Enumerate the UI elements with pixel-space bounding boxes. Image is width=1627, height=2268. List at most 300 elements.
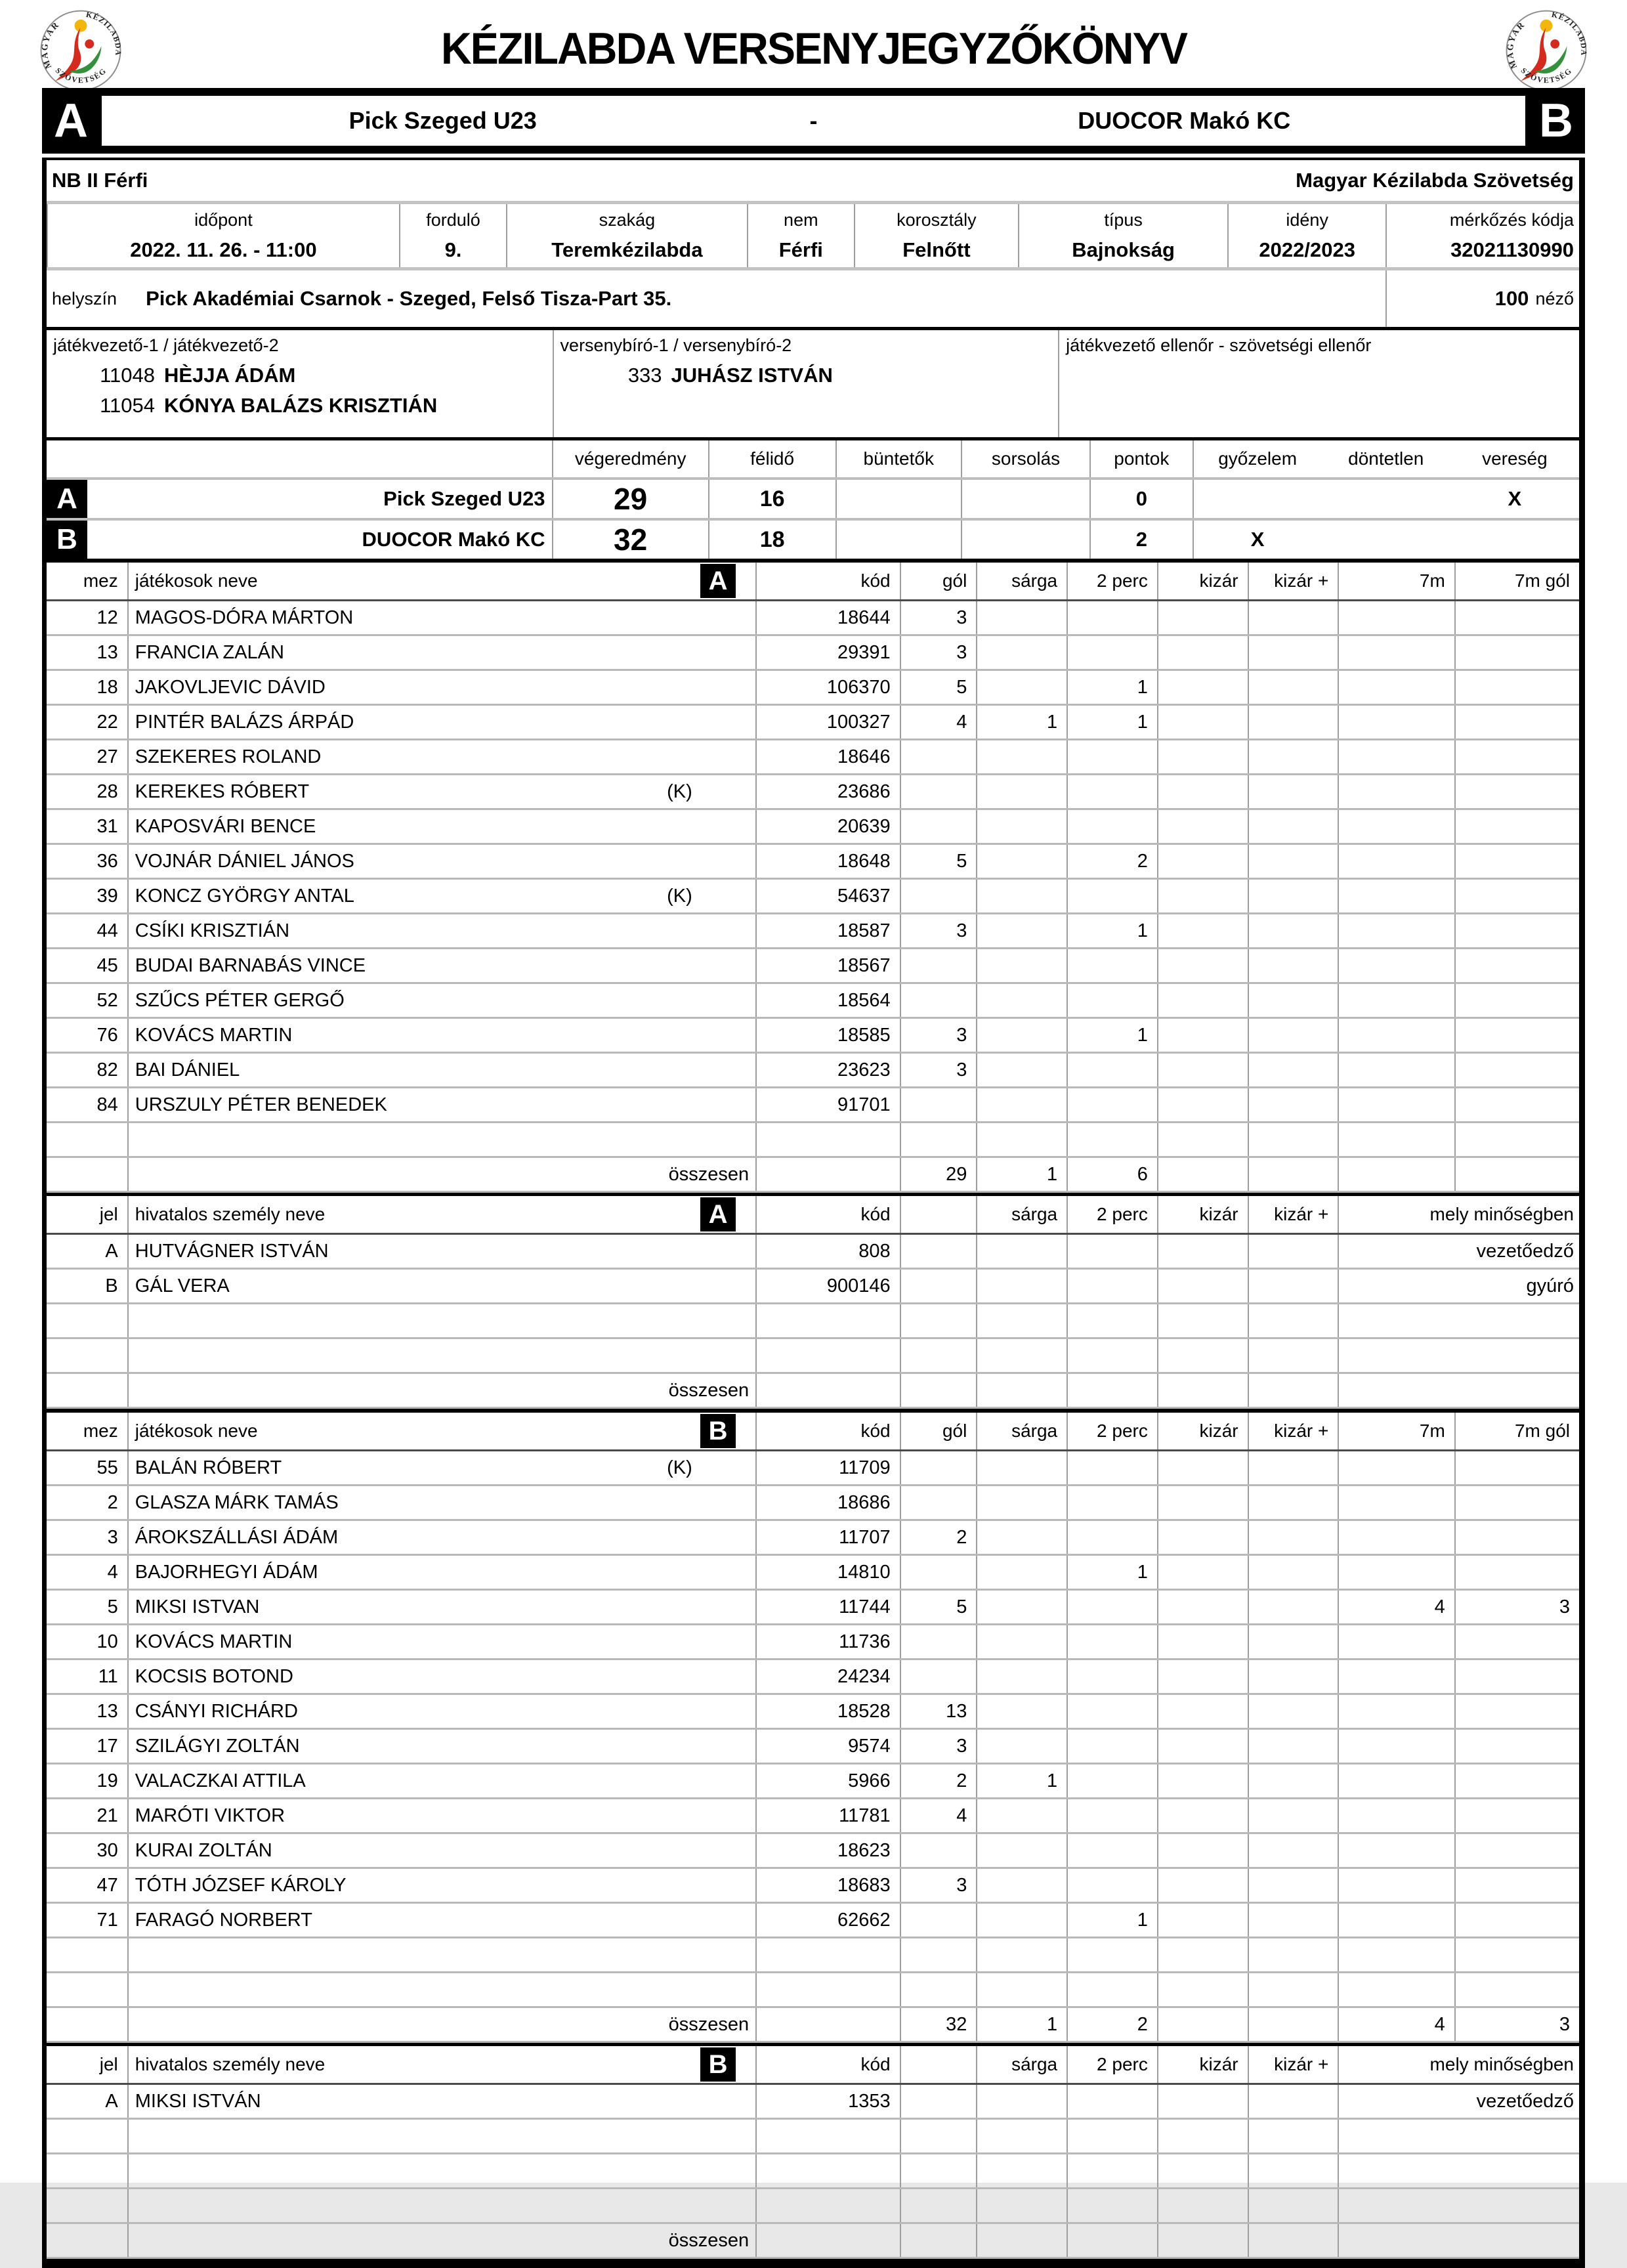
seven-m-goal-cell <box>1455 1868 1579 1903</box>
exclusion-cell <box>1158 1659 1248 1694</box>
goals-cell <box>900 1833 977 1868</box>
spectators-count: 100 <box>1494 287 1529 310</box>
player-code-cell: 18623 <box>756 1833 900 1868</box>
two-min-cell: 1 <box>1067 1903 1158 1938</box>
seven-m-goal-cell <box>1455 1973 1579 2007</box>
goals-cell: 5 <box>900 670 977 705</box>
seven-m-cell <box>1338 1659 1454 1694</box>
goals-cell <box>900 1123 977 1157</box>
official-yellow-cell <box>977 2084 1067 2119</box>
player-code-cell <box>756 1973 900 2007</box>
player-name-cell <box>128 1088 756 1123</box>
yellow-card-cell <box>977 775 1067 809</box>
totals-label: összesen <box>128 2007 756 2042</box>
totals-goals: 29 <box>900 1157 977 1192</box>
results-header-halftime: félidő <box>709 440 836 479</box>
seven-m-goal-cell <box>1455 1625 1579 1659</box>
exclusion-plus-cell <box>1248 635 1339 670</box>
official-2min-cell <box>1067 2154 1158 2189</box>
official-blank-cell <box>900 2119 977 2154</box>
official-exclusion-cell <box>1158 1338 1248 1373</box>
player-name: BAJORHEGYI ÁDÁM <box>135 1561 318 1583</box>
player-code-cell: 23623 <box>756 1053 900 1088</box>
federation-logo-right-icon <box>1505 9 1588 92</box>
official-blank-cell <box>900 2189 977 2223</box>
yellow-card-cell <box>977 844 1067 879</box>
player-number-cell: 47 <box>47 1868 128 1903</box>
exclusion-plus-cell <box>1248 740 1339 775</box>
player-code-cell: 62662 <box>756 1903 900 1938</box>
page-title: KÉZILABDA VERSENYJEGYZŐKÖNYV <box>440 24 1187 74</box>
player-row <box>47 740 1579 775</box>
judge-code: 333 <box>627 364 662 387</box>
goals-cell: 5 <box>900 1590 977 1625</box>
roster-a-header-row <box>47 561 1579 601</box>
exclusion-cell <box>1158 1868 1248 1903</box>
exclusion-cell <box>1158 949 1248 983</box>
yellow-card-cell <box>977 1694 1067 1729</box>
seven-m-cell <box>1338 1694 1454 1729</box>
player-row <box>47 635 1579 670</box>
officials-header-yellow: sárga <box>977 1195 1067 1234</box>
player-name: BALÁN RÓBERT <box>135 1457 282 1478</box>
goals-cell: 2 <box>900 1520 977 1555</box>
roster-header-2min: 2 perc <box>1067 1411 1158 1451</box>
player-number-cell: 21 <box>47 1799 128 1833</box>
totals-7m-goal <box>1455 1157 1579 1192</box>
roster-header-number: mez <box>47 1411 128 1451</box>
player-row <box>47 1694 1579 1729</box>
player-captain-mark: (K) <box>667 885 692 907</box>
player-row <box>47 1659 1579 1694</box>
exclusion-cell <box>1158 1486 1248 1520</box>
seven-m-goal-cell <box>1455 775 1579 809</box>
player-number-cell: 13 <box>47 1694 128 1729</box>
seven-m-goal-cell <box>1455 705 1579 740</box>
final-score-cell: 32 <box>553 519 709 559</box>
seven-m-goal-cell <box>1455 1451 1579 1486</box>
official-name-cell <box>128 1338 756 1373</box>
referee-name: HÈJJA ÁDÁM <box>164 364 296 387</box>
exclusion-plus-cell <box>1248 1520 1339 1555</box>
points-cell: 2 <box>1090 519 1193 559</box>
two-min-cell <box>1067 1694 1158 1729</box>
player-name: URSZULY PÉTER BENEDEK <box>135 1094 387 1115</box>
officials-a-badge: A <box>700 1197 736 1231</box>
player-row <box>47 1729 1579 1764</box>
two-min-cell <box>1067 775 1158 809</box>
player-row <box>47 914 1579 949</box>
player-number-cell: 12 <box>47 601 128 635</box>
yellow-card-cell <box>977 809 1067 844</box>
official-name-cell <box>128 2154 756 2189</box>
yellow-card-cell <box>977 601 1067 635</box>
official-role-cell: vezetőedző <box>1338 1234 1579 1269</box>
exclusion-cell <box>1158 740 1248 775</box>
exclusion-plus-cell <box>1248 601 1339 635</box>
player-row <box>47 1123 1579 1157</box>
official-letter-cell <box>47 1338 128 1373</box>
official-blank-cell <box>900 1234 977 1269</box>
yellow-card-cell <box>977 983 1067 1018</box>
player-name-cell <box>128 1833 756 1868</box>
two-min-cell <box>1067 1451 1158 1486</box>
official-name-cell <box>128 2119 756 2154</box>
official-exclusion-plus-cell <box>1248 1269 1339 1304</box>
official-exclusion-cell <box>1158 2189 1248 2223</box>
official-yellow-cell <box>977 1338 1067 1373</box>
seven-m-goal-cell <box>1455 1520 1579 1555</box>
exclusion-plus-cell <box>1248 1053 1339 1088</box>
player-name-cell <box>128 1590 756 1625</box>
roster-a-totals-row <box>47 1157 1579 1192</box>
yellow-card-cell <box>977 914 1067 949</box>
player-row <box>47 1764 1579 1799</box>
player-number-cell: 71 <box>47 1903 128 1938</box>
exclusion-plus-cell <box>1248 983 1339 1018</box>
blank-cell <box>977 1373 1067 1408</box>
officials-a-totals-row <box>47 1373 1579 1408</box>
player-number-cell: 19 <box>47 1764 128 1799</box>
player-name-cell <box>128 1555 756 1590</box>
blank-cell <box>1158 1373 1248 1408</box>
totals-yellow: 1 <box>977 1157 1067 1192</box>
official-name-cell <box>128 1234 756 1269</box>
roster-header-exclusion: kizár <box>1158 1411 1248 1451</box>
info-cell <box>400 203 507 269</box>
player-number-cell: 10 <box>47 1625 128 1659</box>
player-name-cell <box>128 1868 756 1903</box>
player-name-cell <box>128 601 756 635</box>
player-number-cell: 5 <box>47 1590 128 1625</box>
supervisor-column <box>1058 330 1579 437</box>
seven-m-cell <box>1338 1868 1454 1903</box>
official-exclusion-cell <box>1158 1234 1248 1269</box>
official-letter-cell: A <box>47 1234 128 1269</box>
official-exclusion-cell <box>1158 2084 1248 2119</box>
blank-cell <box>900 2223 977 2258</box>
goals-cell <box>900 983 977 1018</box>
exclusion-cell <box>1158 1088 1248 1123</box>
yellow-card-cell: 1 <box>977 1764 1067 1799</box>
exclusion-plus-cell <box>1248 1729 1339 1764</box>
player-name-cell <box>128 775 756 809</box>
player-row <box>47 601 1579 635</box>
officials-header-exclusion: kizár <box>1158 1195 1248 1234</box>
yellow-card-cell <box>977 1729 1067 1764</box>
player-code-cell: 11781 <box>756 1799 900 1833</box>
goals-cell <box>900 1973 977 2007</box>
exclusion-plus-cell <box>1248 670 1339 705</box>
two-min-cell: 1 <box>1067 1018 1158 1053</box>
seven-m-goal-cell <box>1455 1694 1579 1729</box>
referee-entry <box>53 394 546 417</box>
exclusion-cell <box>1158 844 1248 879</box>
exclusion-cell <box>1158 879 1248 914</box>
supervisor-label: játékvezető ellenőr - szövetségi ellenőr <box>1066 335 1372 355</box>
officials-header-code: kód <box>756 2045 900 2084</box>
official-letter-cell <box>47 2189 128 2223</box>
roster-header-exclusion: kizár <box>1158 561 1248 601</box>
player-name-cell <box>128 1053 756 1088</box>
player-row <box>47 1938 1579 1973</box>
official-letter-cell: B <box>47 1269 128 1304</box>
info-value: 9. <box>444 238 462 261</box>
exclusion-cell <box>1158 1973 1248 2007</box>
two-min-cell <box>1067 879 1158 914</box>
result-row <box>47 479 1579 519</box>
referee-name: KÓNYA BALÁZS KRISZTIÁN <box>164 394 438 417</box>
info-cell <box>855 203 1019 269</box>
officials-b-header-row <box>47 2045 1579 2084</box>
exclusion-plus-cell <box>1248 809 1339 844</box>
info-label: nem <box>784 209 818 230</box>
official-2min-cell <box>1067 1234 1158 1269</box>
seven-m-goal-cell <box>1455 1486 1579 1520</box>
seven-m-cell: 4 <box>1338 1590 1454 1625</box>
player-number-cell: 27 <box>47 740 128 775</box>
info-cell <box>1228 203 1385 269</box>
result-row <box>47 519 1579 559</box>
blank-cell <box>1248 2223 1339 2258</box>
seven-m-cell <box>1338 1625 1454 1659</box>
official-2min-cell <box>1067 1338 1158 1373</box>
player-name-cell <box>128 914 756 949</box>
official-name-cell <box>128 2189 756 2223</box>
player-name: JAKOVLJEVIC DÁVID <box>135 676 326 698</box>
player-code-cell: 29391 <box>756 635 900 670</box>
seven-m-cell <box>1338 1903 1454 1938</box>
player-row <box>47 1486 1579 1520</box>
seven-m-goal-cell <box>1455 1764 1579 1799</box>
two-min-cell <box>1067 1088 1158 1123</box>
player-name: MARÓTI VIKTOR <box>135 1805 285 1826</box>
player-name-cell <box>128 949 756 983</box>
goals-cell <box>900 775 977 809</box>
player-name: KONCZ GYÖRGY ANTAL <box>135 885 354 907</box>
officials-a-table <box>47 1193 1579 1409</box>
result-team-cell <box>47 519 553 559</box>
spectators-label: néző <box>1535 288 1574 309</box>
team-name: DUOCOR Makó KC <box>362 528 545 551</box>
goals-cell <box>900 1625 977 1659</box>
player-name-cell <box>128 1799 756 1833</box>
seven-m-goal-cell <box>1455 635 1579 670</box>
exclusion-cell <box>1158 1590 1248 1625</box>
info-value: 2022/2023 <box>1259 238 1355 261</box>
exclusion-plus-cell <box>1248 775 1339 809</box>
judge-name: JUHÁSZ ISTVÁN <box>671 364 833 387</box>
player-name: SZŰCS PÉTER GERGŐ <box>135 989 345 1011</box>
player-code-cell: 18567 <box>756 949 900 983</box>
goals-cell <box>900 879 977 914</box>
blank-cell <box>977 2223 1067 2258</box>
player-name-cell <box>128 1625 756 1659</box>
results-header-draw: sorsolás <box>961 440 1090 479</box>
blank-cell <box>756 2223 900 2258</box>
yellow-card-cell: 1 <box>977 705 1067 740</box>
officials-header-letter: jel <box>47 1195 128 1234</box>
officials-header-2min: 2 perc <box>1067 2045 1158 2084</box>
official-name-cell <box>128 2084 756 2119</box>
official-letter-cell <box>47 1304 128 1338</box>
goals-cell <box>900 1659 977 1694</box>
seven-m-goal-cell <box>1455 740 1579 775</box>
goals-cell: 3 <box>900 914 977 949</box>
official-row <box>47 2189 1579 2223</box>
halftime-score-cell: 18 <box>709 519 836 559</box>
yellow-card-cell <box>977 1018 1067 1053</box>
results-header-final: végeredmény <box>553 440 709 479</box>
roster-header-name-label: játékosok neve <box>135 1421 258 1441</box>
seven-m-goal-cell <box>1455 1903 1579 1938</box>
goals-cell: 3 <box>900 635 977 670</box>
exclusion-cell <box>1158 1938 1248 1973</box>
exclusion-plus-cell <box>1248 949 1339 983</box>
yellow-card-cell <box>977 949 1067 983</box>
two-min-cell <box>1067 1764 1158 1799</box>
yellow-card-cell <box>977 740 1067 775</box>
player-name: BUDAI BARNABÁS VINCE <box>135 954 366 976</box>
player-number-cell: 31 <box>47 809 128 844</box>
seven-m-cell <box>1338 1799 1454 1833</box>
player-code-cell: 18646 <box>756 740 900 775</box>
exclusion-cell <box>1158 1555 1248 1590</box>
seven-m-goal-cell <box>1455 844 1579 879</box>
seven-m-goal-cell <box>1455 601 1579 635</box>
goals-cell: 2 <box>900 1764 977 1799</box>
officials-a-header-row <box>47 1195 1579 1234</box>
roster-a-table <box>47 559 1579 1193</box>
official-2min-cell <box>1067 2189 1158 2223</box>
exclusion-cell <box>1158 914 1248 949</box>
exclusion-plus-cell <box>1248 1799 1339 1833</box>
match-info-table <box>47 201 1579 270</box>
info-cell <box>507 203 747 269</box>
seven-m-goal-cell <box>1455 1729 1579 1764</box>
totals-label: összesen <box>128 1157 756 1192</box>
yellow-card-cell <box>977 1799 1067 1833</box>
player-number-cell: 76 <box>47 1018 128 1053</box>
player-name-cell <box>128 1451 756 1486</box>
player-name-cell <box>128 635 756 670</box>
player-name: GLASZA MÁRK TAMÁS <box>135 1491 339 1513</box>
player-number-cell <box>47 1938 128 1973</box>
totals-7m <box>1338 1157 1454 1192</box>
exclusion-plus-cell <box>1248 1590 1339 1625</box>
official-2min-cell <box>1067 2119 1158 2154</box>
roster-b-badge: B <box>700 1414 736 1448</box>
yellow-card-cell <box>977 1486 1067 1520</box>
player-code-cell: 20639 <box>756 809 900 844</box>
goals-cell <box>900 809 977 844</box>
exclusion-cell <box>1158 1123 1248 1157</box>
roster-header-yellow: sárga <box>977 561 1067 601</box>
info-label: forduló <box>426 209 480 230</box>
totals-blank <box>47 1373 128 1408</box>
player-row <box>47 1973 1579 2007</box>
officials-header-role: mely minőségben <box>1338 2045 1579 2084</box>
official-yellow-cell <box>977 2154 1067 2189</box>
loss-mark-cell: X <box>1450 479 1579 519</box>
roster-header-goals: gól <box>900 1411 977 1451</box>
seven-m-cell <box>1338 914 1454 949</box>
two-min-cell <box>1067 1833 1158 1868</box>
player-name: MIKSI ISTVAN <box>135 1596 260 1617</box>
exclusion-plus-cell <box>1248 705 1339 740</box>
exclusion-plus-cell <box>1248 1659 1339 1694</box>
player-code-cell <box>756 1123 900 1157</box>
player-row <box>47 1799 1579 1833</box>
goals-cell <box>900 1088 977 1123</box>
exclusion-plus-cell <box>1248 1555 1339 1590</box>
player-number-cell: 17 <box>47 1729 128 1764</box>
goals-cell <box>900 1486 977 1520</box>
player-row <box>47 1868 1579 1903</box>
official-row <box>47 1234 1579 1269</box>
loss-mark-cell <box>1450 519 1579 559</box>
goals-cell: 3 <box>900 601 977 635</box>
blank-cell <box>1248 1373 1339 1408</box>
two-min-cell <box>1067 1625 1158 1659</box>
report-sheet <box>42 158 1585 2268</box>
official-role-cell: vezetőedző <box>1338 2084 1579 2119</box>
official-role-cell <box>1338 2119 1579 2154</box>
player-number-cell: 52 <box>47 983 128 1018</box>
exclusion-plus-cell <box>1248 1938 1339 1973</box>
yellow-card-cell <box>977 1053 1067 1088</box>
seven-m-goal-cell <box>1455 1053 1579 1088</box>
player-name-cell <box>128 1973 756 2007</box>
official-exclusion-plus-cell <box>1248 1304 1339 1338</box>
official-code-cell <box>756 2119 900 2154</box>
yellow-card-cell <box>977 1903 1067 1938</box>
win-mark-cell: X <box>1193 519 1322 559</box>
blank-cell <box>900 1373 977 1408</box>
two-min-cell <box>1067 1659 1158 1694</box>
officials-header-name-label: hivatalos személy neve <box>135 1204 326 1224</box>
seven-m-cell <box>1338 601 1454 635</box>
roster-header-name <box>128 1411 756 1451</box>
player-number-cell: 30 <box>47 1833 128 1868</box>
player-code-cell: 18585 <box>756 1018 900 1053</box>
results-header-blank <box>47 440 553 479</box>
exclusion-cell <box>1158 1625 1248 1659</box>
officials-header-yellow: sárga <box>977 2045 1067 2084</box>
player-number-cell: 45 <box>47 949 128 983</box>
roster-header-7m: 7m <box>1338 561 1454 601</box>
player-code-cell: 100327 <box>756 705 900 740</box>
yellow-card-cell <box>977 635 1067 670</box>
official-blank-cell <box>900 2084 977 2119</box>
player-number-cell: 13 <box>47 635 128 670</box>
totals-exclusion-plus <box>1248 2007 1339 2042</box>
official-exclusion-plus-cell <box>1248 2084 1339 2119</box>
seven-m-goal-cell <box>1455 1555 1579 1590</box>
officials-header-name <box>128 2045 756 2084</box>
player-captain-mark: (K) <box>667 1457 692 1478</box>
player-row <box>47 1833 1579 1868</box>
seven-m-cell <box>1338 1729 1454 1764</box>
info-label: típus <box>1104 209 1143 230</box>
officials-header-blank <box>900 1195 977 1234</box>
seven-m-goal-cell <box>1455 1833 1579 1868</box>
two-min-cell: 1 <box>1067 1555 1158 1590</box>
exclusion-cell <box>1158 775 1248 809</box>
goals-cell: 4 <box>900 1799 977 1833</box>
player-code-cell: 24234 <box>756 1659 900 1694</box>
penalties-cell <box>836 519 961 559</box>
